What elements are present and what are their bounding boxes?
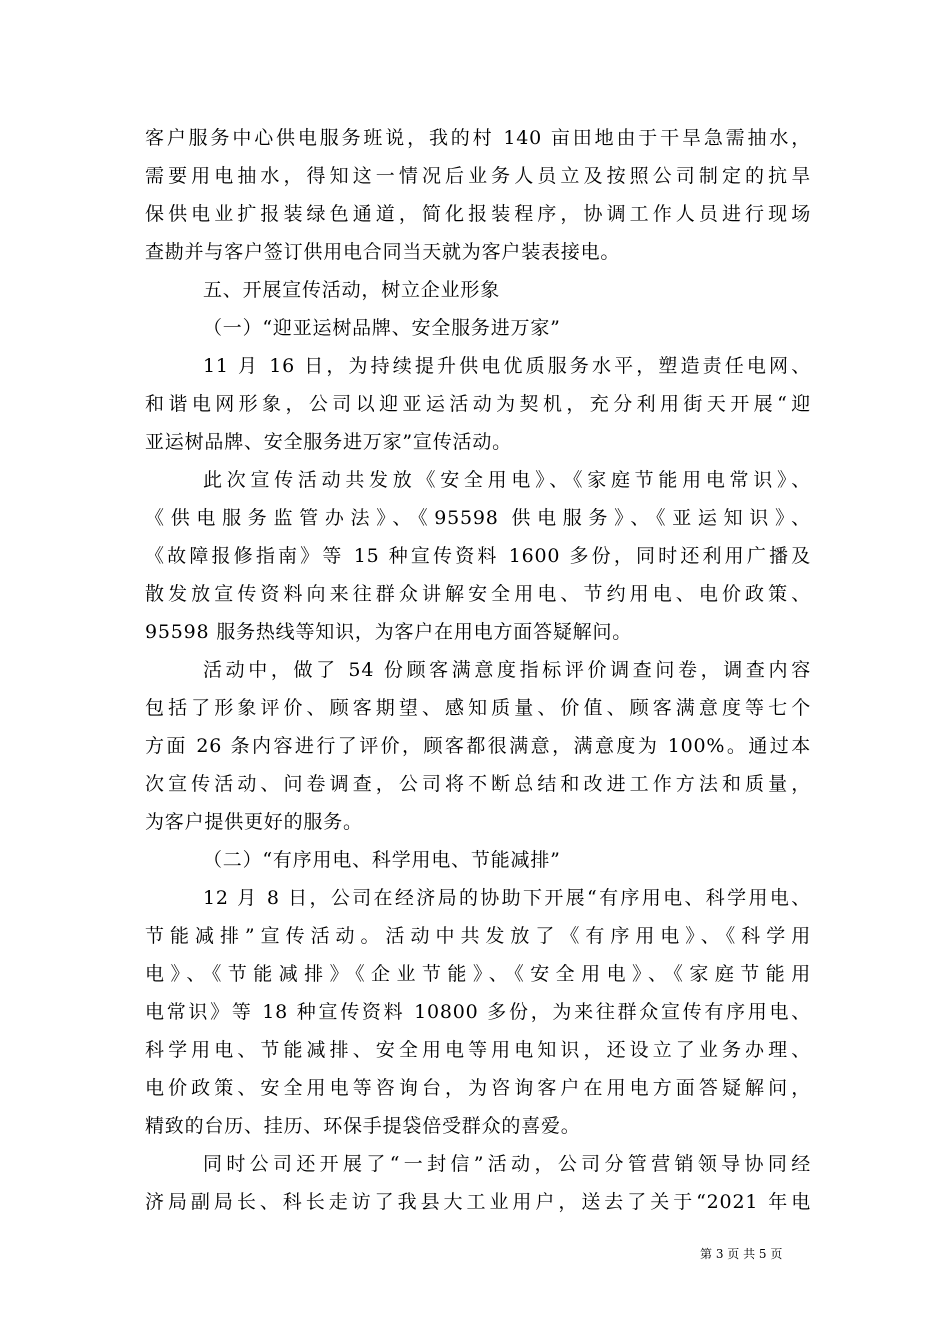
page-number: 第 3 页 共 5 页: [700, 1247, 783, 1261]
text-line: 需要用电抽水，得知这一情况后业务人员立及按照公司制定的抗旱: [145, 165, 811, 187]
text-line: 客户服务中心供电服务班说，我的村 140 亩田地由于干旱急需抽水，: [145, 127, 811, 149]
text-line: 散发放宣传资料向来往群众讲解安全用电、节约用电、电价政策、: [145, 583, 811, 605]
text-line: 包括了形象评价、顾客期望、感知质量、价值、顾客满意度等七个: [145, 697, 811, 719]
text-line: 电常识》等 18 种宣传资料 10800 多份，为来往群众宣传有序用电、: [145, 1001, 811, 1023]
text-line: （二）“有序用电、科学用电、节能减排”: [203, 849, 561, 871]
text-line: 精致的台历、挂历、环保手提袋倍受群众的喜爱。: [145, 1115, 581, 1137]
text-line: 亚运树品牌、安全服务进万家”宣传活动。: [145, 431, 512, 453]
text-line: 11 月 16 日，为持续提升供电优质服务水平，塑造责任电网、: [203, 355, 811, 377]
text-line: 电》、《节能减排》《企业节能》、《安全用电》、《家庭节能用: [145, 963, 811, 985]
text-line: 五、开展宣传活动，树立企业形象: [203, 279, 501, 301]
text-line: 方面 26 条内容进行了评价，顾客都很满意，满意度为 100%。通过本: [145, 735, 811, 757]
body-text: [145, 119, 811, 1221]
text-line: 此次宣传活动共发放《安全用电》、《家庭节能用电常识》、: [203, 469, 811, 491]
text-line: 活动中，做了 54 份顾客满意度指标评价调查问卷，调查内容: [203, 659, 811, 681]
text-line: 次宣传活动、问卷调查，公司将不断总结和改进工作方法和质量，: [145, 773, 811, 795]
text-line: 《故障报修指南》等 15 种宣传资料 1600 多份，同时还利用广播及: [145, 545, 811, 567]
text-line: 12 月 8 日，公司在经济局的协助下开展“有序用电、科学用电、: [203, 887, 811, 909]
text-line: 济局副局长、科长走访了我县大工业用户，送去了关于“2021 年电: [145, 1191, 811, 1213]
text-line: （一）“迎亚运树品牌、安全服务进万家”: [203, 317, 561, 339]
text-line: 科学用电、节能减排、安全用电等用电知识，还设立了业务办理、: [145, 1039, 811, 1061]
text-line: 查勘并与客户签订供用电合同当天就为客户装表接电。: [145, 241, 621, 263]
text-line: 电价政策、安全用电等咨询台，为咨询客户在用电方面答疑解问，: [145, 1077, 811, 1099]
text-line: 95598 服务热线等知识，为客户在用电方面答疑解问。: [145, 621, 633, 643]
text-line: 节能减排”宣传活动。活动中共发放了《有序用电》、《科学用: [145, 925, 811, 947]
text-line: 和谐电网形象，公司以迎亚运活动为契机，充分利用街天开展“迎: [145, 393, 811, 415]
text-line: 《供电服务监管办法》、《95598 供电服务》、《亚运知识》、: [145, 507, 811, 529]
text-line: 同时公司还开展了“一封信”活动，公司分管营销领导协同经: [203, 1153, 811, 1175]
text-line: 为客户提供更好的服务。: [145, 811, 363, 833]
text-line: 保供电业扩报装绿色通道，简化报装程序，协调工作人员进行现场: [145, 203, 811, 225]
